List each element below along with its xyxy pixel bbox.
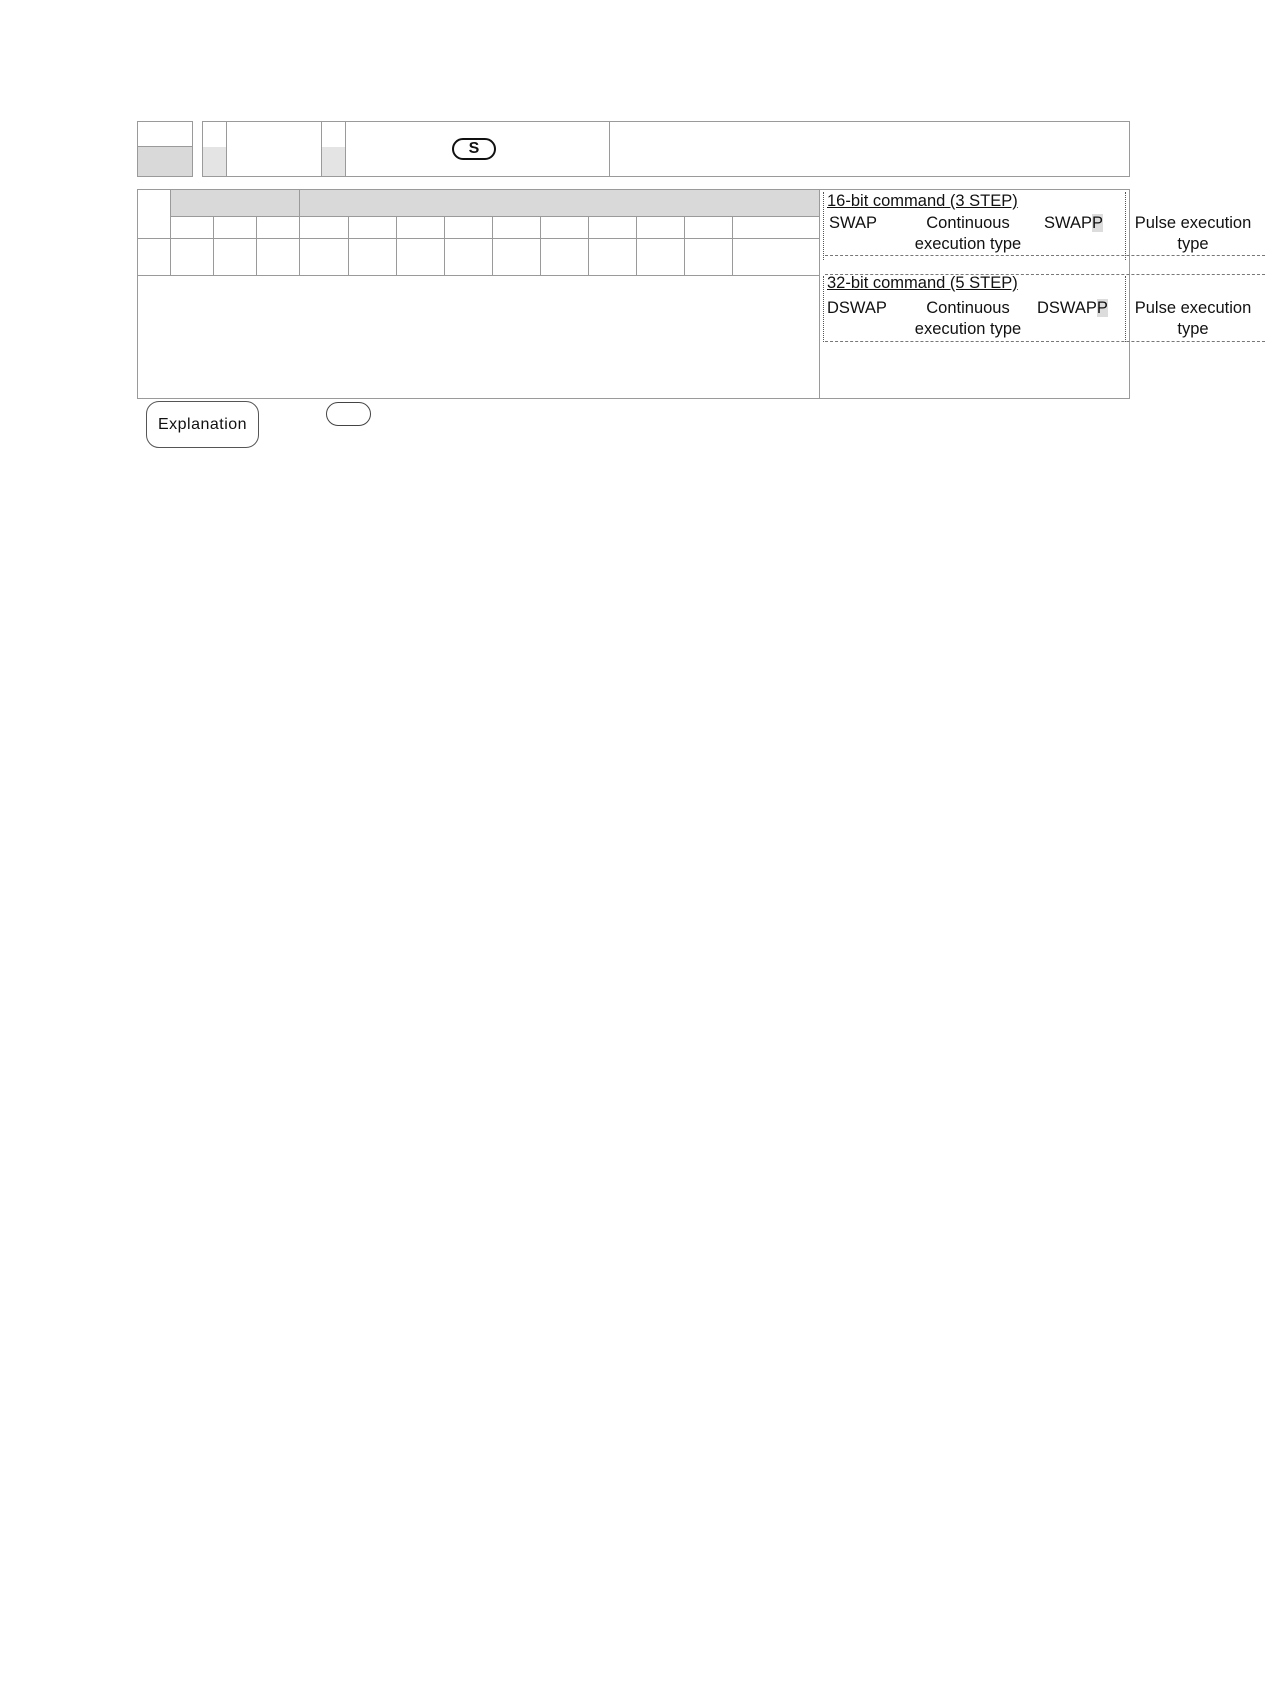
operand-oval-marker (326, 402, 371, 426)
grid-line (213, 216, 214, 275)
explanation-badge: Explanation (146, 401, 259, 448)
cmd16-continuous-mnemonic: SWAP (829, 214, 877, 232)
grid-line (540, 216, 541, 275)
grid-line (138, 275, 819, 276)
grid-line (588, 216, 589, 275)
dashed-separator (825, 341, 1265, 342)
cmd16-continuous-label: Continuous execution type (914, 214, 1022, 253)
cmd32-continuous-mnemonic: DSWAP (827, 299, 887, 317)
api-number-cell (138, 122, 192, 147)
grid-line (732, 216, 733, 275)
dashed-separator (825, 255, 1265, 256)
instruction-header-box (202, 121, 1130, 177)
grid-line (138, 238, 819, 239)
suffix-shade-cell (322, 147, 345, 176)
word-device-header (300, 190, 819, 216)
prefix-shade-cell (203, 147, 226, 176)
grid-line (492, 216, 493, 275)
bit-device-header (170, 190, 299, 216)
divider (609, 122, 610, 176)
api-number-box (137, 121, 193, 177)
cmd16-pulse-mnemonic: SWAPP (1044, 214, 1103, 232)
grid-line (444, 216, 445, 275)
grid-line (636, 216, 637, 275)
grid-line (256, 216, 257, 275)
cmd32-title: 32-bit command (5 STEP) (827, 274, 1018, 292)
cmd32-continuous-label: Continuous execution type (914, 299, 1022, 338)
dotted-border (823, 276, 824, 342)
grid-line (299, 190, 300, 275)
prefix-d-cell (203, 122, 226, 148)
grid-line (348, 216, 349, 275)
suffix-p-cell (322, 122, 345, 148)
cmd16-pulse-label: Pulse execution type (1134, 214, 1252, 253)
operand-table-area (137, 189, 1252, 399)
cmd16-title: 16-bit command (3 STEP) (827, 192, 1018, 210)
grid-line (170, 216, 819, 217)
cmd32-pulse-mnemonic: DSWAPP (1037, 299, 1108, 317)
divider (345, 122, 346, 176)
api-shaded-cell (138, 147, 192, 176)
section-divider (819, 190, 820, 399)
grid-line (170, 190, 171, 275)
source-operand-badge: S (452, 138, 496, 160)
grid-line (396, 216, 397, 275)
divider (226, 122, 227, 176)
grid-line (684, 216, 685, 275)
cmd32-pulse-label: Pulse execution type (1134, 299, 1252, 338)
dotted-border (823, 192, 824, 260)
